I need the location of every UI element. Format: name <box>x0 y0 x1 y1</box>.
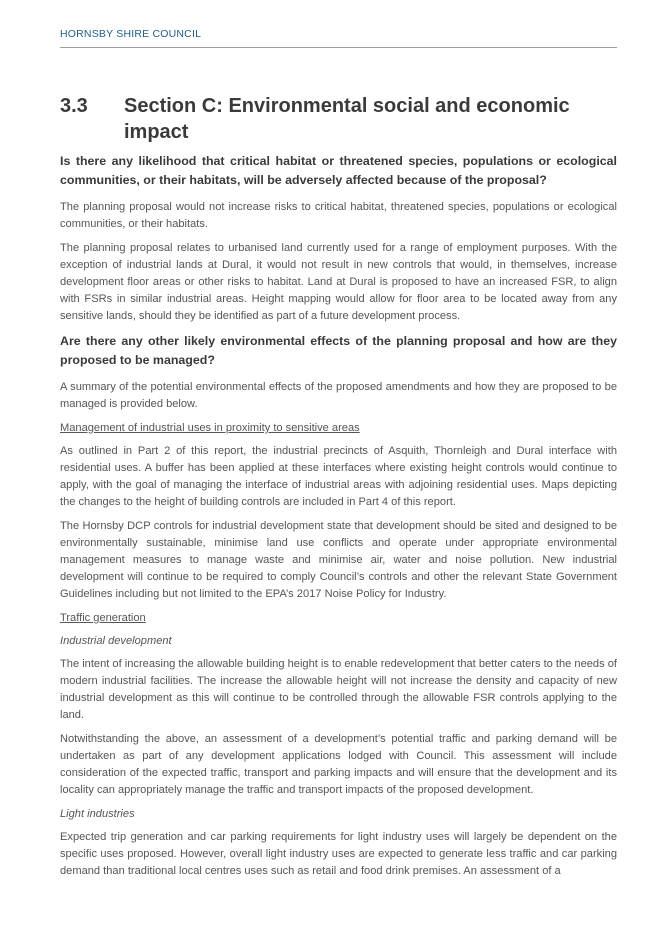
header-org: HORNSBY SHIRE COUNCIL <box>60 28 202 40</box>
paragraph: A summary of the potential environmental effects of the proposed amendments and how they are proposed to be managed is provided below. <box>60 381 617 410</box>
paragraph: The intent of increasing the allowable building height is to enable redevelopment that better caters to the needs of modern industrial facilities. The increase the allowable height will not increase the density and capacity of new industrial development as this will continue to be controlled through the allowable FSR controls applying to the land. <box>60 658 617 721</box>
section-heading <box>60 93 617 145</box>
section-number: 3.3 <box>60 95 88 117</box>
section-title: Section C: Environmental social and economic impact <box>124 95 570 143</box>
document-body <box>60 152 617 887</box>
paragraph: As outlined in Part 2 of this report, the industrial precincts of Asquith, Thornleigh and Dural interface with residential uses. A buffer has been applied at these interfaces where existing height controls would continue to apply, with the goal of managing the interface of industrial areas with adjoining residential uses. Maps depicting the changes to the height of building controls are included in Part 4 of this report. <box>60 445 617 508</box>
subheading-underlined: Traffic generation <box>60 612 146 624</box>
paragraph: Expected trip generation and car parking requirements for light industry uses will largely be dependent on the specific uses proposed. However, overall light industry uses are expected to generate less traffic and car parking demand than traditional local centres uses such as retail and food drink premises. An assessment of a <box>60 831 617 877</box>
paragraph: The planning proposal would not increase risks to critical habitat, threatened species, populations or ecological communities, or their habitats. <box>60 201 617 230</box>
question-heading: Is there any likelihood that critical habitat or threatened species, populations or ecological communities, or their habitats, will be adversely affected because of the proposal? <box>60 154 617 187</box>
page-header <box>60 24 617 48</box>
subheading-italic: Industrial development <box>60 635 172 647</box>
question-heading: Are there any other likely environmental effects of the planning proposal and how are they proposed to be managed? <box>60 334 617 367</box>
paragraph: Notwithstanding the above, an assessment of a development’s potential traffic and parking demand will be undertaken as part of any development applications lodged with Council. This assessment will include consideration of the expected traffic, transport and parking impacts and will ensure that the development and its locality can appropriately manage the traffic and transport impacts of the proposed development. <box>60 733 617 796</box>
paragraph: The planning proposal relates to urbanised land currently used for a range of employment purposes. With the exception of industrial lands at Dural, it would not result in new controls that would, in themselves, increase development floor areas or other risks to habitat. Land at Dural is proposed to have an increased FSR, to align with FSRs in similar industrial areas. Height mapping would allow for floor area to be located away from any sensitive lands, should they be identified as part of a future development process. <box>60 242 617 322</box>
subheading-italic: Light industries <box>60 808 135 820</box>
subheading-underlined: Management of industrial uses in proximity to sensitive areas <box>60 422 360 434</box>
paragraph: The Hornsby DCP controls for industrial development state that development should be sited and designed to be environmentally sustainable, minimise land use conflicts and operate under appropriate environmental management measures to manage waste and minimise air, water and noise pollution. New industrial development will continue to be required to comply Council’s controls and other the relevant State Government Guidelines including but not limited to the EPA’s 2017 Noise Policy for Industry. <box>60 520 617 600</box>
